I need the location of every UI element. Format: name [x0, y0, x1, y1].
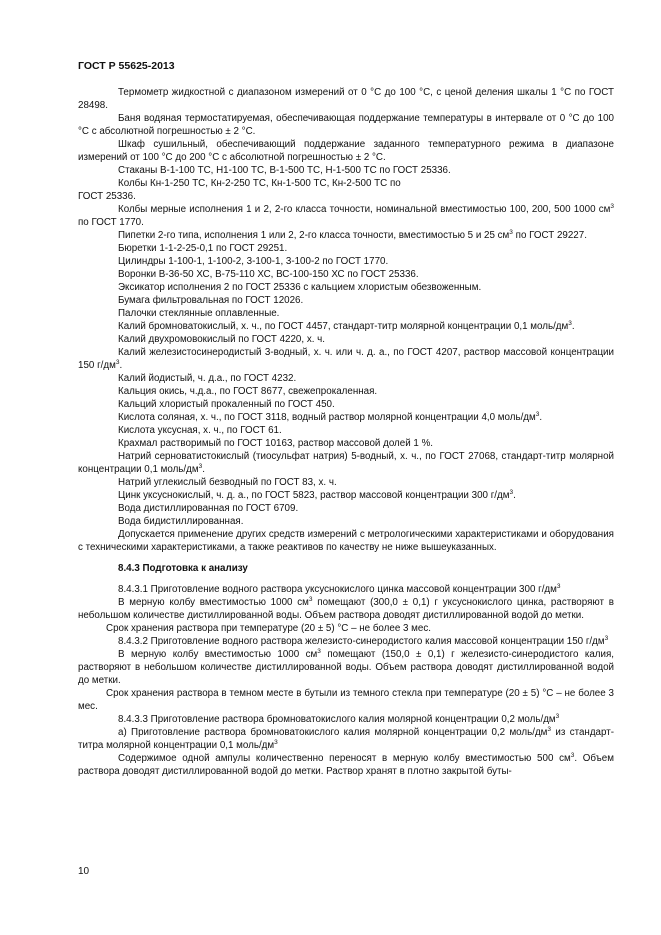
- superscript-3: 3: [274, 739, 278, 746]
- paragraph: Натрий серноватистокислый (тиосульфат натрия) 5-водный, х. ч., по ГОСТ 27068, стандарт-титр молярной концентрации 0,1 моль/$дм^3$.: [78, 451, 614, 475]
- paragraph: Цилиндры 1-100-1, 1-100-2, 3-100-1, 3-100-2 по ГОСТ 1770.: [118, 256, 389, 267]
- superscript-3: 3: [604, 635, 609, 642]
- paragraph: Колбы мерные исполнения 1 и 2, 2-го класса точности, номинальной вместимостью 100, 200, 500 1000 $см^3$ по ГОСТ 1770.: [78, 203, 614, 228]
- document-header: ГОСТ Р 55625-2013: [78, 60, 175, 72]
- page-number: 10: [78, 866, 90, 877]
- paragraph: Палочки стеклянные оплавленные.: [118, 308, 280, 319]
- superscript-3: 3: [198, 463, 203, 470]
- superscript-3: 3: [308, 596, 313, 603]
- paragraph: 8.4.3.1 Приготовление водного раствора уксуснокислого цинка массовой концентрации 300 $г/дм^3$: [118, 583, 561, 595]
- paragraph: Эксикатор исполнения 2 по ГОСТ 25336 с кальцием хлористым обезвоженным.: [118, 282, 482, 293]
- paragraph: Бумага фильтровальная по ГОСТ 12026.: [118, 295, 304, 306]
- paragraph: а) Приготовление раствора бромноватокислого калия молярной концентрации 0,2 моль/$дм^3$ из стандарт-титра молярной концентрации 0,1 моль/$дм^3$: [78, 726, 614, 751]
- superscript-3: 3: [317, 648, 321, 655]
- paragraph: Кислота соляная, х. ч., по ГОСТ 3118, водный раствор молярной концентрации 4,0 моль/$дм^3$.: [118, 411, 543, 423]
- superscript-3: 3: [610, 203, 614, 210]
- paragraph: Калий двухромовокислый по ГОСТ 4220, х. ч.: [118, 334, 325, 345]
- paragraph: Стаканы В-1-100 ТС, Н1-100 ТС, В-1-500 ТС, Н-1-500 ТС по ГОСТ 25336.: [118, 165, 451, 176]
- paragraph: Шкаф сушильный, обеспечивающий поддержание заданного температурного режима в диапазоне измерений от 100 °С до 200 °С с абсолютной погрешностью ± 2 °С.: [78, 139, 614, 163]
- paragraph: Термометр жидкостной с диапазоном измерений от 0 °С до 100 °С, с ценой деления шкалы 1 °С по ГОСТ 28498.: [78, 87, 614, 111]
- superscript-3: 3: [568, 320, 572, 327]
- paragraph: ГОСТ 25336.: [78, 191, 136, 202]
- section-heading: 8.4.3 Подготовка к анализу: [118, 563, 248, 574]
- paragraph: Кальций хлористый прокаленный по ГОСТ 450.: [118, 399, 335, 410]
- superscript-3: 3: [570, 752, 575, 759]
- superscript-3: 3: [509, 489, 514, 496]
- paragraph: Крахмал растворимый по ГОСТ 10163, раствор массовой долей 1 %.: [118, 438, 434, 449]
- paragraph: Кислота уксусная, х. ч., по ГОСТ 61.: [118, 425, 282, 436]
- paragraph: Воронки В-36-50 ХС, В-75-110 ХС, ВС-100-150 ХС по ГОСТ 25336.: [118, 269, 419, 280]
- superscript-3: 3: [509, 229, 513, 236]
- paragraph: Вода дистиллированная по ГОСТ 6709.: [118, 503, 299, 514]
- paragraph: Калий бромноватокислый, х. ч., по ГОСТ 4457, стандарт-титр молярной концентрации 0,1 моль/$дм^3$.: [118, 320, 575, 332]
- paragraph: Калий железистосинеродистый 3-водный, х. ч. или ч. д. а., по ГОСТ 4207, раствор массовой концентрации 150 $г/дм^3$.: [78, 347, 614, 371]
- paragraph: Допускается применение других средств измерений с метрологическими характеристиками и оборудования с техническими характеристиками, а также реактивов по качеству не ниже вышеуказанных.: [78, 529, 614, 553]
- superscript-3: 3: [115, 359, 120, 366]
- paragraph: Срок хранения раствора при температуре (20 ± 5) °С – не более 3 мес.: [106, 623, 431, 634]
- paragraph: Вода бидистиллированная.: [118, 516, 244, 527]
- paragraph: 8.4.3.3 Приготовление раствора бромноватокислого калия молярной концентрации 0,2 моль/$дм^3$: [118, 713, 560, 725]
- paragraph: Срок хранения раствора в темном месте в бутыли из темного стекла при температуре (20 ± 5) °С – не более 3 мес.: [78, 688, 614, 712]
- superscript-3: 3: [555, 713, 560, 720]
- paragraph: Содержимое одной ампулы количественно переносят в мерную колбу вместимостью 500 $см^3$. Объем раствора доводят дистиллированной водой до метки. Раствор хранят в плотно закрытой буты-: [78, 752, 614, 777]
- paragraph: Бюретки 1-1-2-25-0,1 по ГОСТ 29251.: [118, 243, 288, 254]
- paragraph: 8.4.3.2 Приготовление водного раствора железисто-синеродистого калия массовой концентрации 150 $г/дм^3$: [118, 635, 609, 647]
- paragraph: Колбы Кн-1-250 ТС, Кн-2-250 ТС, Кн-1-500 ТС, Кн-2-500 ТС по: [118, 178, 401, 189]
- paragraph: Кальция окись, ч.д.а., по ГОСТ 8677, свежепрокаленная.: [118, 386, 378, 397]
- document-body: [78, 86, 614, 778]
- paragraph: Баня водяная термостатируемая, обеспечивающая поддержание температуры в интервале от 0 °С до 100 °С с абсолютной погрешностью ± 2 °С.: [78, 113, 614, 137]
- paragraph: Натрий углекислый безводный по ГОСТ 83, х. ч.: [118, 477, 337, 488]
- superscript-3: 3: [556, 583, 561, 590]
- paragraph: Пипетки 2-го типа, исполнения 1 или 2, 2-го класса точности, вместимостью 5 и 25 $см^3$ по ГОСТ 29227.: [118, 229, 587, 241]
- superscript-3: 3: [535, 411, 540, 418]
- paragraph: Цинк уксуснокислый, ч. д. а., по ГОСТ 5823, раствор массовой концентрации 300 $г/дм^3$.: [118, 489, 516, 501]
- superscript-3: 3: [547, 726, 552, 733]
- paragraph: В мерную колбу вместимостью 1000 $см^3$ помещают (300,0 ± 0,1) г уксуснокислого цинка, растворяют в небольшом количестве дистиллированной воды. Объем раствора доводят дистиллированной водой до метки.: [78, 596, 614, 621]
- paragraph: Калий йодистый, ч. д.а., по ГОСТ 4232.: [118, 373, 297, 384]
- paragraph: В мерную колбу вместимостью 1000 $см^3$ помещают (150,0 ± 0,1) г железисто-синеродистого калия, растворяют в небольшом количестве дистиллированной воды. Объем раствора доводят дистиллированной водой до метки.: [78, 648, 614, 686]
